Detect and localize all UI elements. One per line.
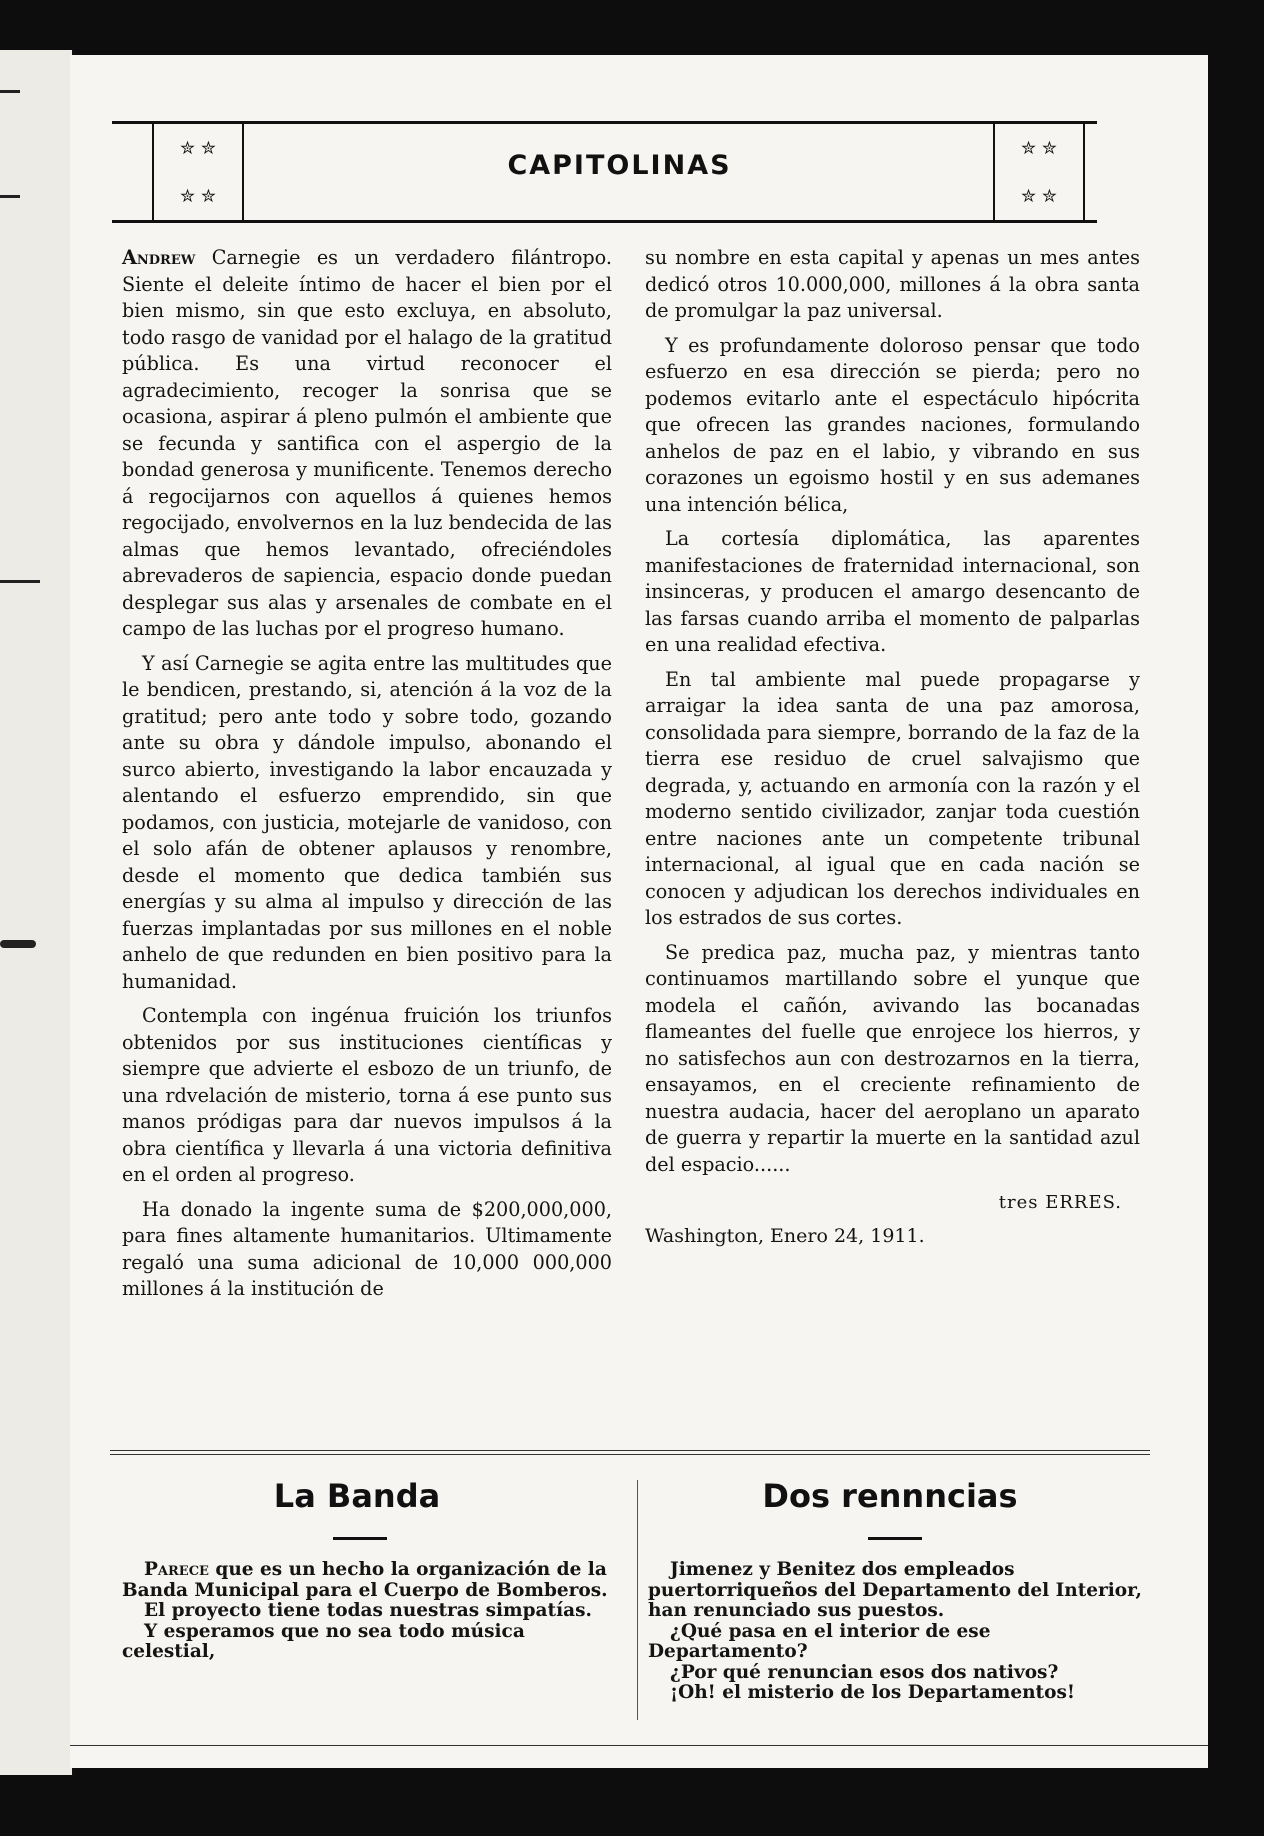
masthead-bar (112, 121, 1097, 223)
article-column-left (122, 245, 612, 1311)
article-paragraph: Y así Carnegie se agita entre las multitudes que le bendicen, prestando, si, atención á la voz de la gratitud; pero ante todo y sobre todo, gozando ante su obra y dándole impulso, abonando el surco abierto, investigando la labor encauzada y alentando el esfuerzo emprendido, sin que podamos, con justicia, motejarle de vanidoso, con el solo afán de obtener aplausos y renombre, desde el momento que dedica también sus energías y su alma al impulso y dirección de las fuerzas implantadas por sus millones en el noble anhelo de que redunden en bien positivo para la humanidad. (122, 651, 612, 993)
title-underline (868, 1537, 922, 1540)
brief-paragraph (122, 1560, 608, 1601)
brief-paragraph: El proyecto tiene todas nuestras simpatías. (144, 1600, 592, 1621)
brief-paragraph: ¿Por qué renuncian esos dos nativos? (670, 1661, 1059, 1683)
brief-renuncias (648, 1560, 1148, 1704)
edge-mark (0, 90, 20, 93)
article-paragraph: La cortesía diplomática, las aparentes manifestaciones de fraternidad internacional, son insinceras, y producen el amargo desencanto de las farsas cuando arriba el momento de palparlas en una realidad efectiva. (645, 527, 1140, 656)
article-paragraph: Contempla con ingénua fruición los triunfos obtenidos por sus instituciones científicas y siempre que advierte el esbozo de un triunfo, de una rdvelación de misterio, torna á ese punto sus manos pródigas para dar nuevos impulsos á la obra científica y llevarla á una victoria definitiva en el orden al progreso. (122, 1004, 612, 1186)
brief-paragraph: ¿Qué pasa en el interior de ese Departamento? (648, 1620, 991, 1662)
section-title-renuncias: Dos rennncias (762, 1477, 1018, 1515)
edge-mark (0, 940, 36, 948)
article-paragraph: Y es profundamente doloroso pensar que todo esfuerzo en esa dirección se pierda; pero no podemos evitarlo ante el espectáculo hipócrita que ofrecen las grandes naciones, formulando anhelos de paz en el labio, y vibrando en sus corazones un egoismo hostil y en sus ademanes una intención bélica, (645, 333, 1140, 516)
article-column-right (645, 245, 1140, 1249)
paragraph-text: Carnegie es un verdadero filántropo. Siente el deleite íntimo de hacer el bien por el bien mismo, sin que esto excluya, en absoluto, todo rasgo de vanidad por el halago de la gratitud pública. Es una virtud reconocer el agradecimiento, recoger la sonrisa que se ocasiona, aspirar á pleno pulmón el ambiente que se fecunda y santifica con el aspergio de la bondad generosa y munificente. Tenemos derecho á regocijarnos con aquellos á quienes hemos regocijado, envolvernos en la luz bendecida de las almas que hemos levantado, ofreciéndoles abrevaderos de sapiencia, espacio donde puedan desplegar sus alas y arsenales de combate en el campo de las luchas por el progreso humano. (122, 246, 612, 640)
section-title-banda: La Banda (273, 1477, 441, 1515)
title-underline (333, 1537, 387, 1540)
brief-banda (122, 1560, 608, 1663)
masthead-title: CAPITOLINAS (507, 150, 732, 181)
article-paragraph: Ha donado la ingente suma de $200,000,000, para fines altamente humanitarios. Ultimamente regaló una suma adicional de 10,000 000,000 millones á la institución de (122, 1197, 612, 1300)
article-paragraph: Se predica paz, mucha paz, y mientras tanto continuamos martillando sobre el yunque que modela el cañón, avivando las bocanadas flameantes del fuelle que enrojece los hierros, y no satisfechos aun con destrozarnos en la tierra, ensayamos, en el creciente refinamiento de nuestra audacia, hacer del aeroplano un aparato de guerra y repartir la muerte en la santidad azul del espacio...... (645, 940, 1140, 1176)
article-paragraph (122, 245, 612, 643)
masthead-star-box-right (993, 124, 1085, 220)
previous-page-edge (0, 50, 75, 1775)
section-divider (110, 1450, 1150, 1455)
brief-paragraph: Y esperamos que no sea todo música celestial, (122, 1620, 525, 1662)
article-paragraph: su nombre en esta capital y apenas un mes antes dedicó otros 10.000,000, millones á la obra santa de promulgar la paz universal. (645, 246, 1140, 322)
dateline: Washington, Enero 24, 1911. (645, 1224, 925, 1247)
newspaper-page (70, 55, 1208, 1768)
edge-mark (0, 195, 20, 198)
drop-lead: Parece (144, 1559, 209, 1580)
star-ornament-icon: ✮ ✮ (1021, 185, 1057, 207)
star-ornament-icon: ✮ ✮ (180, 137, 216, 159)
star-ornament-icon: ✮ ✮ (180, 185, 216, 207)
masthead-star-box-left (152, 124, 244, 220)
drop-lead: Andrew (122, 246, 196, 269)
bottom-rule (70, 1745, 1208, 1748)
brief-paragraph: Jimenez y Benitez dos empleados puertorriqueños del Departamento del Interior, han renunciado sus puestos. (648, 1559, 1142, 1621)
column-divider (637, 1480, 638, 1720)
article-paragraph: En tal ambiente mal puede propagarse y arraigar la idea santa de una paz amorosa, consolidada para siempre, borrando de la faz de la tierra ese residuo de cruel salvajismo que degrada, y, actuando en armonía con la razón y el moderno sentido civilizador, zanjar toda cuestión entre naciones ante un competente tribunal internacional, al igual que en cada nación se conocen y adjudican los derechos individuales en los estrados de sus cortes. (645, 667, 1140, 929)
edge-mark (0, 580, 40, 583)
star-ornament-icon: ✮ ✮ (1021, 137, 1057, 159)
brief-paragraph: ¡Oh! el misterio de los Departamentos! (670, 1682, 1075, 1703)
paragraph-text: que es un hecho la organización de la Banda Municipal para el Cuerpo de Bomberos. (122, 1559, 608, 1601)
signature: tres ERRES. (998, 1192, 1122, 1213)
